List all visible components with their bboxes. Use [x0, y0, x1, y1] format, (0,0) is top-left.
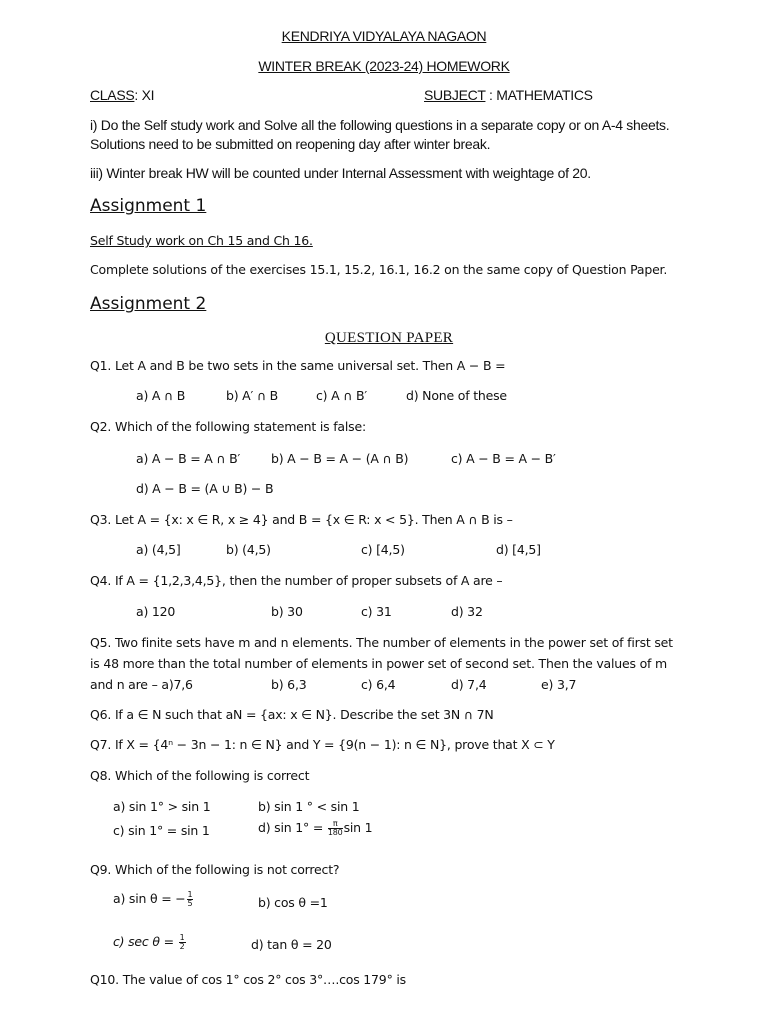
subject-value: : MATHEMATICS [485, 87, 593, 103]
q9-option-b: b) cos θ =1 [258, 895, 328, 910]
q4-option-c: c) 31 [361, 604, 392, 619]
class-value: : XI [134, 87, 155, 103]
fraction-numerator: 1 [179, 933, 185, 942]
q10-stem: Q10. The value of cos 1° cos 2° cos 3°….cos 179° is [90, 972, 406, 987]
instruction-line-2: Solutions need to be submitted on reopening day after winter break. [90, 136, 491, 152]
one-fifth-fraction [187, 891, 194, 908]
q4-stem: Q4. If A = {1,2,3,4,5}, then the number of proper subsets of A are – [90, 573, 503, 588]
q4-option-d: d) 32 [451, 604, 483, 619]
q9-option-c-prefix: c) sec θ = [113, 934, 174, 949]
q9-option-c [113, 934, 187, 951]
q5-option-b: b) 6,3 [271, 677, 307, 692]
q8-option-a: a) sin 1° > sin 1 [113, 799, 211, 814]
q1-option-c: c) A ∩ B′ [316, 388, 367, 403]
pi-over-180-fraction [328, 820, 343, 837]
q5-line-1: Q5. Two finite sets have m and n elements. The number of elements in the power set of first set [90, 635, 673, 650]
q4-option-a: a) 120 [136, 604, 176, 619]
assignment-1-heading: Assignment 1 [90, 196, 207, 216]
q7-stem: Q7. If X = {4ⁿ − 3n − 1: n ∈ N} and Y = {9(n − 1): n ∈ N}, prove that X ⊂ Y [90, 737, 555, 752]
q3-option-a: a) (4,5] [136, 542, 181, 557]
q3-option-b: b) (4,5) [226, 542, 271, 557]
q2-option-a: a) A − B = A ∩ B′ [136, 451, 241, 466]
q9-stem: Q9. Which of the following is not correct? [90, 862, 340, 877]
q5-option-e: e) 3,7 [541, 677, 577, 692]
q2-option-c: c) A − B = A − B′ [451, 451, 556, 466]
homework-title: WINTER BREAK (2023-24) HOMEWORK [258, 58, 510, 74]
q1-stem: Q1. Let A and B be two sets in the same universal set. Then A − B = [90, 358, 506, 373]
fraction-numerator: 1 [187, 890, 193, 899]
q5-line-2: is 48 more than the total number of elements in power set of second set. Then the values of m [90, 656, 667, 671]
one-half-fraction [179, 934, 186, 951]
q5-option-d: d) 7,4 [451, 677, 487, 692]
q2-option-b: b) A − B = A − (A ∩ B) [271, 451, 409, 466]
q9-option-a-prefix: a) sin θ = − [113, 891, 186, 906]
q2-stem: Q2. Which of the following statement is false: [90, 419, 366, 434]
fraction-numerator: π [328, 820, 343, 829]
class-line [90, 87, 154, 103]
q8-option-d-suffix: sin 1 [343, 820, 373, 835]
instruction-line-3: iii) Winter break HW will be counted under Internal Assessment with weightage of 20. [90, 165, 591, 181]
class-label: CLASS [90, 87, 135, 103]
q8-option-d [258, 820, 372, 837]
q5-line-3: and n are – a)7,6 [90, 677, 193, 692]
q3-option-c: c) [4,5) [361, 542, 405, 557]
question-paper-title: QUESTION PAPER [324, 330, 454, 346]
subject-label: SUBJECT [424, 87, 486, 103]
q8-stem: Q8. Which of the following is correct [90, 768, 310, 783]
q9-option-d: d) tan θ = 20 [251, 937, 332, 952]
q4-option-b: b) 30 [271, 604, 303, 619]
q3-option-d: d) [4,5] [496, 542, 541, 557]
q1-option-b: b) A′ ∩ B [226, 388, 279, 403]
q1-option-d: d) None of these [406, 388, 507, 403]
q8-option-c: c) sin 1° = sin 1 [113, 823, 210, 838]
assignment-1-text: Complete solutions of the exercises 15.1, 15.2, 16.1, 16.2 on the same copy of Question Paper. [90, 262, 668, 277]
q3-stem: Q3. Let A = {x: x ∈ R, x ≥ 4} and B = {x ∈ R: x < 5}. Then A ∩ B is – [90, 512, 513, 527]
instruction-line-1: i) Do the Self study work and Solve all the following questions in a separate copy or on A-4 sheets. [90, 117, 670, 133]
q8-option-b: b) sin 1 ° < sin 1 [258, 799, 360, 814]
q2-option-d: d) A − B = (A ∪ B) − B [136, 481, 274, 496]
assignment-1-subheading: Self Study work on Ch 15 and Ch 16. [90, 233, 313, 248]
school-name: KENDRIYA VIDYALAYA NAGAON [281, 28, 487, 44]
fraction-denominator: 5 [187, 899, 193, 908]
q6-stem: Q6. If a ∈ N such that aN = {ax: x ∈ N}. Describe the set 3N ∩ 7N [90, 707, 494, 722]
q1-option-a: a) A ∩ B [136, 388, 186, 403]
q8-option-d-prefix: d) sin 1° = [258, 820, 324, 835]
subject-line [424, 87, 593, 103]
assignment-2-heading: Assignment 2 [90, 294, 207, 314]
fraction-denominator: 2 [179, 942, 185, 951]
fraction-denominator: 180 [327, 828, 343, 837]
q5-option-c: c) 6,4 [361, 677, 396, 692]
q9-option-a [113, 891, 194, 908]
